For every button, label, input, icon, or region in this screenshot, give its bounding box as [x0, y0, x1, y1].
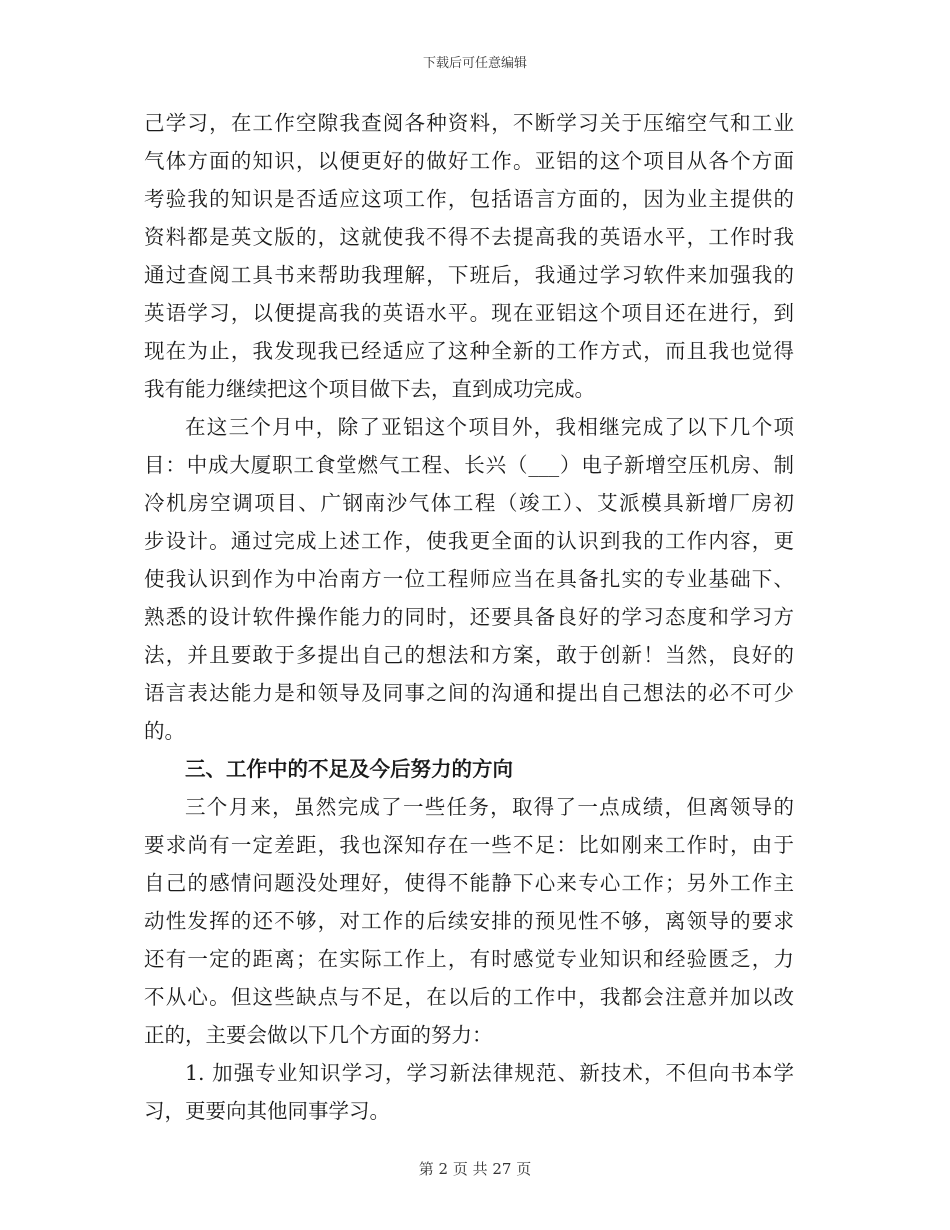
text-line: 使我认识到作为中冶南方一位工程师应当在具备扎实的专业基础下、 — [144, 567, 794, 591]
text-line: 现在为止，我发现我已经适应了这种全新的工作方式，而且我也觉得 — [144, 339, 794, 363]
text-line: 三个月来，虽然完成了一些任务，取得了一点成绩，但离领导的 — [185, 795, 794, 819]
text-line: 己学习，在工作空隙我查阅各种资料，不断学习关于压缩空气和工业 — [144, 111, 794, 135]
text-line: 正的，主要会做以下几个方面的努力： — [144, 1023, 493, 1047]
text-line: 的。 — [144, 719, 185, 743]
text-line: 资料都是英文版的，这就使我不得不去提高我的英语水平，工作时我 — [144, 225, 794, 249]
section-heading: 三、工作中的不足及今后努力的方向 — [185, 757, 513, 781]
text-line: 冷机房空调项目、广钢南沙气体工程（竣工）、艾派模具新增厂房初 — [144, 491, 794, 515]
document-body — [144, 104, 794, 1130]
text-line: 我有能力继续把这个项目做下去，直到成功完成。 — [144, 377, 595, 401]
text-line: 在这三个月中，除了亚铝这个项目外，我相继完成了以下几个项 — [185, 415, 794, 439]
text-line: 1. 加强专业知识学习，学习新法律规范、新技术，不但向书本学 — [185, 1061, 794, 1085]
text-line: 考验我的知识是否适应这项工作，包括语言方面的，因为业主提供的 — [144, 187, 794, 211]
text-line: 语言表达能力是和领导及同事之间的沟通和提出自己想法的必不可少 — [144, 681, 794, 705]
text-line: 动性发挥的还不够，对工作的后续安排的预见性不够，离领导的要求 — [144, 909, 794, 933]
text-line: 步设计。通过完成上述工作，使我更全面的认识到我的工作内容，更 — [144, 529, 794, 553]
text-line: 英语学习，以便提高我的英语水平。现在亚铝这个项目还在进行，到 — [144, 301, 794, 325]
text-line: 熟悉的设计软件操作能力的同时，还要具备良好的学习态度和学习方 — [144, 605, 794, 629]
text-line: 不从心。但这些缺点与不足，在以后的工作中，我都会注意并加以改 — [144, 985, 794, 1009]
text-line: 还有一定的距离；在实际工作上，有时感觉专业知识和经验匮乏，力 — [144, 947, 794, 971]
page-footer: 第 2 页 共 27 页 — [418, 1160, 532, 1178]
text-line: 要求尚有一定差距，我也深知存在一些不足：比如刚来工作时，由于 — [144, 833, 794, 857]
text-line: 法，并且要敢于多提出自己的想法和方案，敢于创新！当然，良好的 — [144, 643, 794, 667]
text-line: 目：中成大厦职工食堂燃气工程、长兴（___）电子新增空压机房、制 — [144, 453, 794, 477]
text-line: 习，更要向其他同事学习。 — [144, 1099, 390, 1123]
text-line: 通过查阅工具书来帮助我理解，下班后，我通过学习软件来加强我的 — [144, 263, 794, 287]
page-header: 下载后可任意编辑 — [422, 56, 527, 71]
text-line: 自己的感情问题没处理好，使得不能静下心来专心工作；另外工作主 — [144, 871, 794, 895]
text-line: 气体方面的知识，以便更好的做好工作。亚铝的这个项目从各个方面 — [144, 149, 794, 173]
